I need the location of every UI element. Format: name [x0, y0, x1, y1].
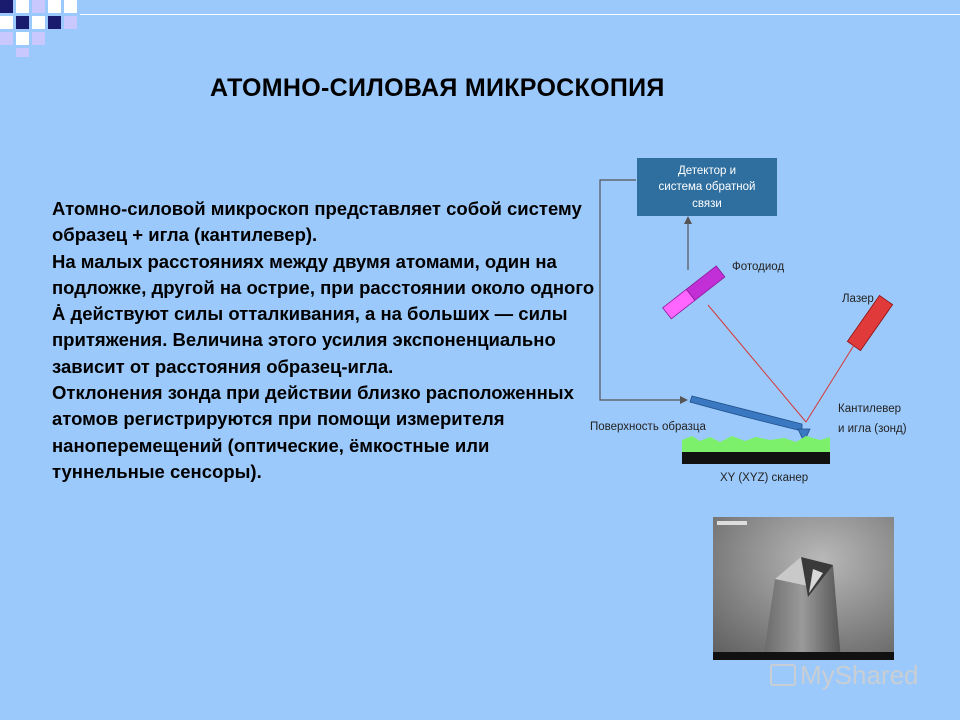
watermark-text: MyShared: [800, 660, 919, 690]
cantilever: [690, 396, 802, 431]
cantilever-label-2: и игла (зонд): [838, 423, 907, 435]
paragraph-3: Отклонения зонда при действии близко расположенных атомов регистрируются при помощи измерителя наноперемещений (оптические, ёмкостные или туннельные сенсоры).: [52, 382, 574, 482]
laser-label: Лазер: [842, 293, 874, 305]
detector-label-1: Детектор и: [677, 165, 737, 177]
scanner-label: XY (XYZ) сканер: [720, 472, 809, 484]
signal-arrowhead: [684, 216, 692, 224]
header-divider-line: [80, 14, 960, 15]
photodiode-label: Фотодиод: [732, 261, 785, 273]
probe-sem-image: [713, 517, 894, 660]
detector-label-2: система обратной: [658, 181, 756, 193]
watermark-logo: [770, 660, 919, 691]
photodiode: [663, 266, 725, 319]
afm-diagram: [580, 150, 950, 490]
paragraph-2: На малых расстояниях между двумя атомами, один на подложке, другой на острие, при расстоянии около одного Ȧ действуют силы отталкивания, а на больших — силы притяжения. Величина этого усилия экспоненциально зависит от расстояния образец-игла.: [52, 250, 595, 377]
detector-label-3: связи: [692, 198, 722, 210]
slide-title: АТОМНО-СИЛОВАЯ МИКРОСКОПИЯ: [210, 74, 665, 102]
slide-body: [52, 196, 597, 485]
watermark-icon: [770, 664, 796, 686]
paragraph-1: Атомно-силовой микроскоп представляет собой систему образец + игла (кантилевер).: [52, 198, 582, 246]
cantilever-label-1: Кантилевер: [838, 403, 902, 415]
feedback-arrowhead: [680, 396, 688, 404]
sample-surface: [682, 436, 830, 452]
surface-label: Поверхность образца: [590, 421, 706, 433]
xy-scanner: [682, 452, 830, 464]
decorative-squares: [0, 0, 80, 60]
